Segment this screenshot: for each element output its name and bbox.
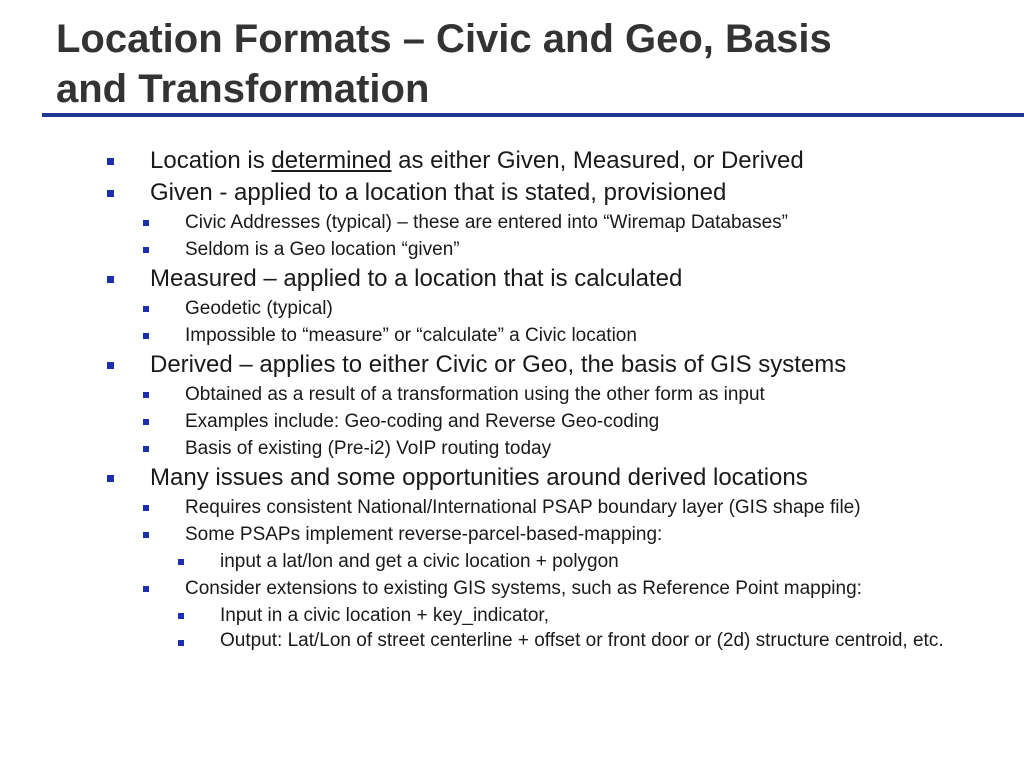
square-bullet-icon: [107, 362, 114, 369]
square-bullet-icon: [178, 613, 184, 619]
square-bullet-icon: [178, 559, 184, 565]
sub-bullet-reverse-parcel: [0, 522, 1024, 547]
sub-bullet-civic-addresses: [0, 210, 1024, 235]
sub-sub-bullet-latlon-output: [0, 630, 1024, 652]
sub-bullet-text: Consider extensions to existing GIS systems, such as Reference Point mapping:: [185, 578, 862, 599]
sub-sub-bullet-text: input a lat/lon and get a civic location + polygon: [220, 551, 619, 572]
sub-bullet-text: Some PSAPs implement reverse-parcel-based-mapping:: [185, 524, 663, 545]
sub-sub-bullet-text: Input in a civic location + key_indicator,: [220, 605, 549, 626]
bullet-text: Measured – applied to a location that is calculated: [150, 265, 683, 292]
bullet-determined: [0, 146, 1024, 176]
square-bullet-icon: [107, 190, 114, 197]
sub-bullet-voip-routing: [0, 436, 1024, 461]
bullet-given: [0, 178, 1024, 208]
square-bullet-icon: [107, 276, 114, 283]
square-bullet-icon: [143, 306, 149, 312]
bullet-text-suffix: as either Given, Measured, or Derived: [391, 147, 804, 174]
sub-bullet-gis-extensions: [0, 576, 1024, 601]
sub-bullet-text: Basis of existing (Pre-i2) VoIP routing today: [185, 438, 552, 459]
sub-bullet-text: Civic Addresses (typical) – these are entered into “Wiremap Databases”: [185, 212, 788, 233]
sub-bullet-text: Requires consistent National/International PSAP boundary layer (GIS shape file): [185, 497, 861, 518]
slide-title-line-2: and Transformation: [56, 67, 430, 111]
square-bullet-icon: [143, 220, 149, 226]
sub-bullet-text: Obtained as a result of a transformation using the other form as input: [185, 384, 765, 405]
square-bullet-icon: [107, 158, 114, 165]
sub-bullet-seldom-geo: [0, 237, 1024, 262]
slide-title-line-1: Location Formats – Civic and Geo, Basis: [56, 17, 832, 61]
bullet-text: Many issues and some opportunities around derived locations: [150, 464, 808, 491]
square-bullet-icon: [143, 247, 149, 253]
underlined-word: determined: [271, 147, 392, 174]
sub-bullet-psap-boundary: [0, 495, 1024, 520]
sub-sub-bullet-latlon-input: [0, 549, 1024, 574]
title-underline-rule: [42, 113, 1024, 117]
bullet-derived: [0, 350, 1024, 380]
square-bullet-icon: [178, 640, 184, 646]
sub-bullet-text: Impossible to “measure” or “calculate” a Civic location: [185, 325, 637, 346]
slide-title: [56, 14, 996, 114]
sub-bullet-geo-coding: [0, 409, 1024, 434]
sub-bullet-text: Examples include: Geo-coding and Reverse Geo-coding: [185, 411, 660, 432]
square-bullet-icon: [143, 532, 149, 538]
sub-sub-bullet-civic-input: [0, 603, 1024, 628]
square-bullet-icon: [143, 333, 149, 339]
square-bullet-icon: [143, 586, 149, 592]
bullet-many-issues: [0, 463, 1024, 493]
sub-bullet-impossible-civic: [0, 323, 1024, 348]
bullet-text-prefix: Location is: [150, 147, 272, 174]
sub-bullet-text: Geodetic (typical): [185, 298, 333, 319]
square-bullet-icon: [143, 419, 149, 425]
square-bullet-icon: [143, 392, 149, 398]
bullet-text: Derived – applies to either Civic or Geo, the basis of GIS systems: [150, 351, 847, 378]
sub-bullet-transformation: [0, 382, 1024, 407]
slide-content: [0, 146, 1024, 654]
square-bullet-icon: [143, 505, 149, 511]
sub-bullet-geodetic: [0, 296, 1024, 321]
sub-bullet-text: Seldom is a Geo location “given”: [185, 239, 460, 260]
bullet-text: Given - applied to a location that is stated, provisioned: [150, 179, 727, 206]
square-bullet-icon: [143, 446, 149, 452]
square-bullet-icon: [107, 475, 114, 482]
bullet-measured: [0, 264, 1024, 294]
sub-sub-bullet-text: Output: Lat/Lon of street centerline + offset or front door or (2d) structure centroid, etc.: [220, 630, 944, 651]
